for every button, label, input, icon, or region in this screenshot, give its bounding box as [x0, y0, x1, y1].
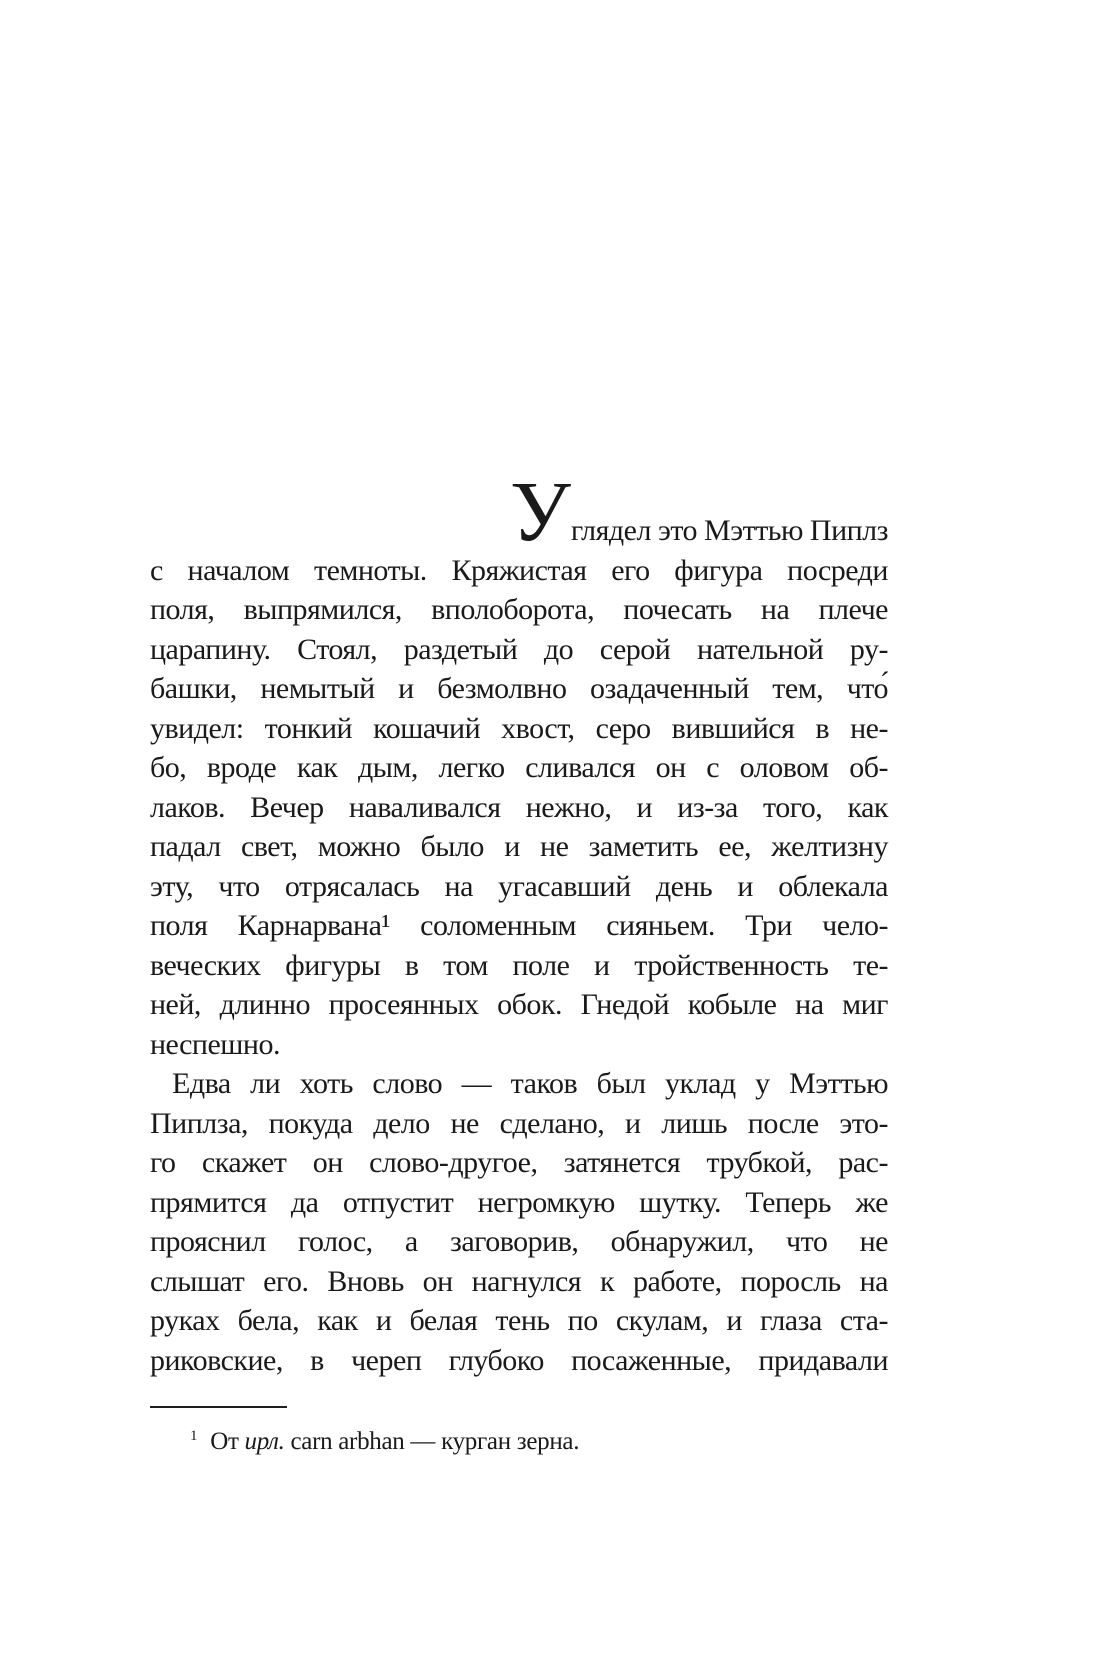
- footnote-separator: [150, 1406, 287, 1408]
- text-line: прояснил голос, а заговорив, обнаружил, что не: [150, 1225, 888, 1258]
- text-line: Пиплза, покуда дело не сделано, и лишь после это-: [150, 1106, 888, 1140]
- text-line: слышат его. Вновь он нагнулся к работе, поросль на: [150, 1264, 888, 1298]
- opening-line: [150, 463, 888, 559]
- text-line-with-footnote-ref: поля Карнарвана¹ соломенным сияньем. Три чело-: [150, 909, 888, 942]
- opening-line-text: глядел это Мэттью Пиплз: [570, 514, 888, 547]
- footnote-language-label: ирл.: [244, 1428, 285, 1455]
- text-line: башки, немытый и безмолвно озадаченный тем, что́: [150, 672, 888, 705]
- body-text: [150, 463, 888, 1380]
- text-line: лаков. Вечер наваливался нежно, и из-за того, как: [150, 790, 888, 824]
- text-line: ней, длинно просеянных обок. Гнедой кобыле на миг: [150, 988, 888, 1021]
- text-line: руках бела, как и белая тень по скулам, и глаза ста-: [150, 1304, 888, 1337]
- text-line: бо, вроде как дым, легко сливался он с оловом об-: [150, 751, 888, 784]
- footnote-text: carn arbhan — курган зерна.: [284, 1428, 580, 1455]
- paragraph-start-line: Едва ли хоть слово — таков был уклад у Мэттью: [172, 1067, 888, 1100]
- text-line: го скажет он слово-другое, затянется трубкой, рас-: [150, 1146, 888, 1179]
- text-line: увидел: тонкий кошачий хвост, серо вившийся в не-: [150, 711, 888, 745]
- text-line: царапину. Стоял, раздетый до серой нательной ру-: [150, 632, 888, 666]
- footnote-text: От: [210, 1428, 245, 1455]
- drop-cap: У: [509, 463, 571, 559]
- footnote-marker: 1: [190, 1428, 198, 1444]
- text-line: поля, выпрямился, вполоборота, почесать на плече: [150, 593, 888, 626]
- text-line: прямится да отпустит негромкую шутку. Теперь же: [150, 1185, 888, 1219]
- text-line: эту, что отрясалась на угасавший день и облекала: [150, 869, 888, 903]
- text-line: с началом темноты. Кряжистая его фигура посреди: [150, 553, 888, 587]
- paragraph-end-line: неспешно.: [150, 1027, 280, 1061]
- footnote: [150, 1421, 888, 1457]
- text-line: веческих фигуры в том поле и тройственность те-: [150, 948, 888, 982]
- text-line: риковские, в череп глубоко посаженные, придавали: [150, 1343, 888, 1377]
- text-line: падал свет, можно было и не заметить ее, желтизну: [150, 830, 888, 863]
